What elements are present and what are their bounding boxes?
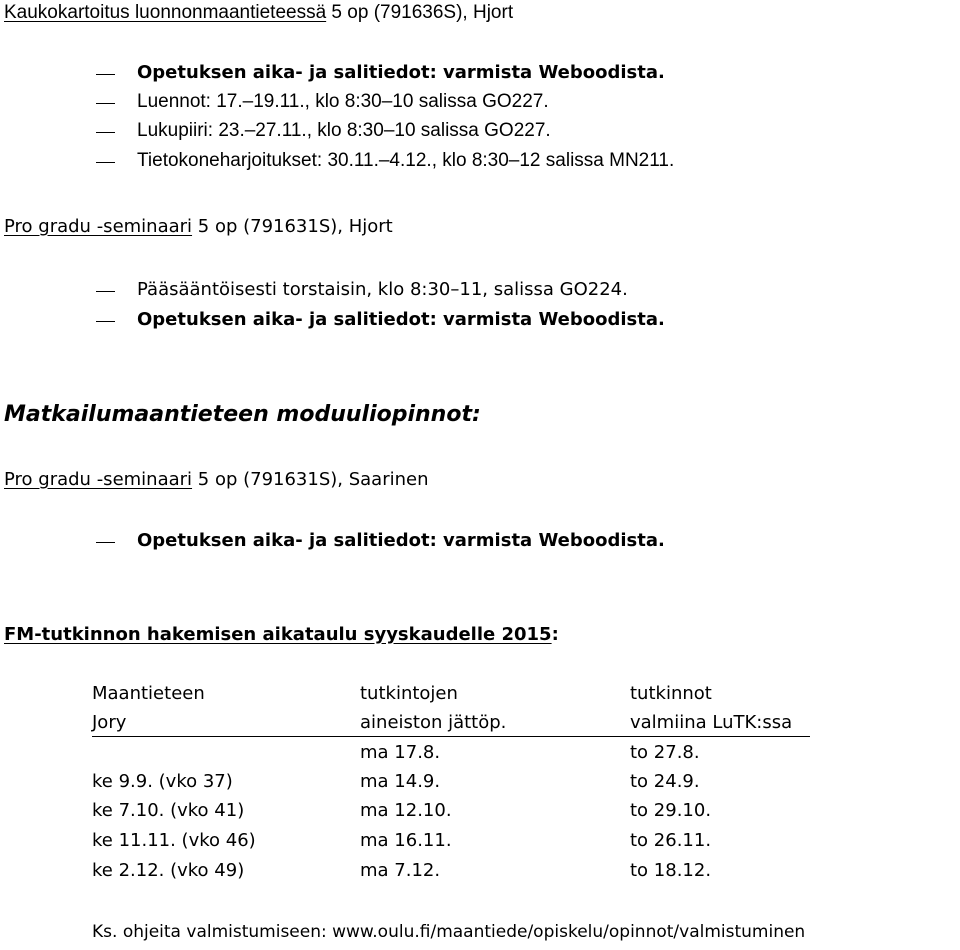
table-cell: to 27.8. [630,742,700,763]
table-cell: ma 12.10. [360,800,452,821]
schedule-heading [4,624,559,645]
table-cell: ke 2.12. (vko 49) [92,860,245,881]
table-header-rule [92,736,810,737]
course-heading [4,216,393,237]
table-cell: to 26.11. [630,830,712,851]
bullet-dash-icon [96,103,115,104]
table-cell: ke 7.10. (vko 41) [92,800,245,821]
list-item: Pääsääntöisesti torstaisin, klo 8:30–11, salissa GO224. [137,279,628,300]
section-heading: Matkailumaantieteen moduuliopinnot: [4,402,481,427]
table-header-col3-line2: valmiina LuTK:ssa [630,712,793,733]
table-cell: ma 14.9. [360,771,441,792]
list-item: Tietokoneharjoitukset: 30.11.–4.12., klo 8:30–12 salissa MN211. [137,150,675,171]
schedule-heading-text: FM-tutkinnon hakemisen aikataulu syyskaudelle 2015 [4,624,552,645]
bullet-dash-icon [96,132,115,133]
course-heading [4,2,513,24]
table-cell: ke 11.11. (vko 46) [92,830,256,851]
table-cell: to 29.10. [630,800,712,821]
table-header-col2-line1: tutkintojen [360,683,458,704]
table-cell: ke 9.9. (vko 37) [92,771,233,792]
schedule-heading-colon: : [551,624,559,645]
table-header-col1-line2: Jory [92,712,127,733]
bullet-dash-icon [96,542,115,543]
list-item: Lukupiiri: 23.–27.11., klo 8:30–10 salissa GO227. [137,120,551,141]
list-item: Luennot: 17.–19.11., klo 8:30–10 salissa GO227. [137,91,549,112]
course-details: 5 op (791631S), Saarinen [192,469,429,490]
table-cell: ma 7.12. [360,860,441,881]
course-heading [4,469,429,490]
table-cell: ma 17.8. [360,742,441,763]
bullet-dash-icon [96,321,115,322]
list-item: Opetuksen aika- ja salitiedot: varmista Weboodista. [137,309,665,330]
course-title: Pro gradu -seminaari [4,469,193,490]
bullet-dash-icon [96,162,115,163]
table-cell: to 24.9. [630,771,700,792]
course-title: Pro gradu -seminaari [4,216,193,237]
course-details: 5 op (791636S), Hjort [326,2,514,23]
table-cell: ma 16.11. [360,830,452,851]
course-details: 5 op (791631S), Hjort [192,216,393,237]
bullet-dash-icon [96,291,115,292]
course-title: Kaukokartoitus luonnonmaantieteessä [4,2,327,23]
list-item: Opetuksen aika- ja salitiedot: varmista Weboodista. [137,530,665,551]
footer-note: Ks. ohjeita valmistumiseen: www.oulu.fi/maantiede/opiskelu/opinnot/valmistuminen [92,922,806,942]
table-cell: to 18.12. [630,860,712,881]
bullet-dash-icon [96,74,115,75]
table-header-col2-line2: aineiston jättöp. [360,712,507,733]
list-item: Opetuksen aika- ja salitiedot: varmista Weboodista. [137,62,665,83]
table-header-col3-line1: tutkinnot [630,683,712,704]
table-header-col1-line1: Maantieteen [92,683,205,704]
